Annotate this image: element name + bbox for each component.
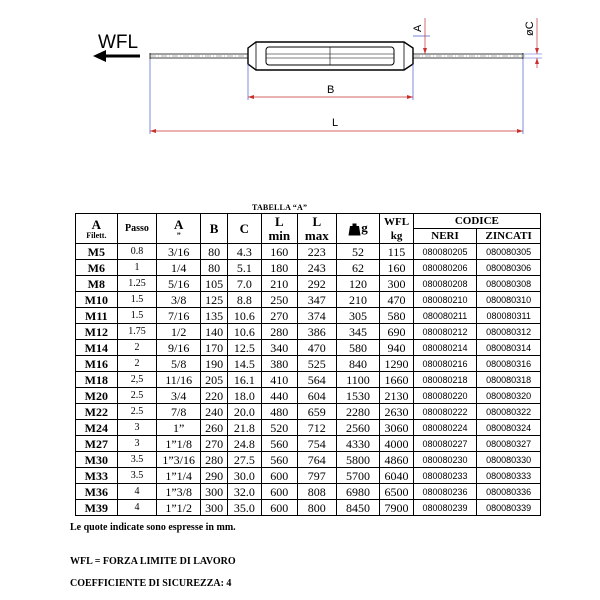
header-a-inch: A ”	[157, 214, 201, 244]
cell-wfl: 470	[380, 292, 413, 308]
cell-pitch: 4	[117, 484, 157, 500]
cell-size: M14	[76, 340, 118, 356]
cell-code-galvanized: 080080333	[477, 468, 541, 484]
cell-pitch: 3	[117, 436, 157, 452]
cell-inch-size: 3/8	[157, 292, 201, 308]
cell-code-galvanized: 080080330	[477, 452, 541, 468]
cell-pitch: 1.5	[117, 292, 157, 308]
dim-c-arrow-top	[535, 48, 539, 54]
table-row	[76, 404, 541, 420]
cell-code-black: 080080208	[413, 276, 477, 292]
cell-weight: 5700	[336, 468, 380, 484]
header-wfl: WFL kg	[380, 214, 413, 244]
header-c: C	[228, 214, 261, 244]
cell-inch-size: 3/4	[157, 388, 201, 404]
cell-code-galvanized: 080080314	[477, 340, 541, 356]
cell-inch-size: 1”1/8	[157, 436, 201, 452]
cell-pitch: 2.5	[117, 388, 157, 404]
cell-weight: 52	[336, 244, 380, 260]
cell-l-min: 600	[261, 484, 297, 500]
cell-wfl: 940	[380, 340, 413, 356]
cell-code-black: 080080216	[413, 356, 477, 372]
cell-pitch: 0.8	[117, 244, 157, 260]
cell-c: 24.8	[228, 436, 261, 452]
cell-l-max: 347	[298, 292, 337, 308]
note-wfl-definition: WFL = FORZA LIMITE DI LAVORO	[70, 556, 236, 567]
cell-code-black: 080080236	[413, 484, 477, 500]
table-row	[76, 436, 541, 452]
cell-l-max: 764	[298, 452, 337, 468]
header-code-black: NERI	[413, 229, 477, 244]
cell-code-black: 080080211	[413, 308, 477, 324]
cell-size: M24	[76, 420, 118, 436]
cell-c: 8.8	[228, 292, 261, 308]
cell-code-galvanized: 080080322	[477, 404, 541, 420]
cell-weight: 4330	[336, 436, 380, 452]
cell-c: 10.6	[228, 308, 261, 324]
dim-b-arrow-left	[248, 95, 254, 99]
cell-weight: 8450	[336, 500, 380, 516]
cell-code-black: 080080210	[413, 292, 477, 308]
cell-wfl: 1660	[380, 372, 413, 388]
cell-b: 270	[201, 436, 228, 452]
cell-code-galvanized: 080080327	[477, 436, 541, 452]
cell-weight: 580	[336, 340, 380, 356]
cell-b: 300	[201, 484, 228, 500]
cell-weight: 5800	[336, 452, 380, 468]
cell-l-max: 243	[298, 260, 337, 276]
cell-inch-size: 1/4	[157, 260, 201, 276]
table-row	[76, 276, 541, 292]
cell-code-galvanized: 080080308	[477, 276, 541, 292]
cell-b: 80	[201, 260, 228, 276]
cell-l-min: 560	[261, 452, 297, 468]
cell-inch-size: 5/8	[157, 356, 201, 372]
cell-l-max: 659	[298, 404, 337, 420]
cell-c: 18.0	[228, 388, 261, 404]
cell-code-black: 080080214	[413, 340, 477, 356]
cell-weight: 6980	[336, 484, 380, 500]
cell-code-galvanized: 080080336	[477, 484, 541, 500]
cell-code-black: 080080218	[413, 372, 477, 388]
cell-inch-size: 7/16	[157, 308, 201, 324]
cell-inch-size: 3/16	[157, 244, 201, 260]
cell-l-min: 280	[261, 324, 297, 340]
cell-pitch: 3.5	[117, 468, 157, 484]
dim-c-label: øC	[524, 21, 536, 36]
cell-inch-size: 1”1/2	[157, 500, 201, 516]
cell-code-galvanized: 080080324	[477, 420, 541, 436]
cell-l-min: 250	[261, 292, 297, 308]
note-safety-factor: COEFFICIENTE DI SICUREZZA: 4	[70, 578, 232, 589]
cell-size: M30	[76, 452, 118, 468]
cell-code-black: 080080206	[413, 260, 477, 276]
cell-size: M10	[76, 292, 118, 308]
cell-weight: 2280	[336, 404, 380, 420]
cell-l-min: 180	[261, 260, 297, 276]
header-l-max: L max	[298, 214, 337, 244]
dim-b-label: B	[327, 84, 335, 96]
cell-code-galvanized: 080080339	[477, 500, 541, 516]
cell-c: 4.3	[228, 244, 261, 260]
cell-wfl: 6500	[380, 484, 413, 500]
cell-code-black: 080080233	[413, 468, 477, 484]
dim-b-arrow-right	[407, 95, 413, 99]
cell-size: M16	[76, 356, 118, 372]
cell-code-galvanized: 080080318	[477, 372, 541, 388]
table-body	[76, 244, 541, 516]
cell-pitch: 2	[117, 356, 157, 372]
cell-code-galvanized: 080080320	[477, 388, 541, 404]
cell-code-galvanized: 080080316	[477, 356, 541, 372]
cell-size: M8	[76, 276, 118, 292]
wfl-label: WFL	[98, 32, 139, 53]
cell-size: M12	[76, 324, 118, 340]
cell-inch-size: 1”	[157, 420, 201, 436]
header-a-thread: A Filett.	[76, 214, 118, 244]
cell-weight: 1100	[336, 372, 380, 388]
cell-size: M22	[76, 404, 118, 420]
cell-l-min: 440	[261, 388, 297, 404]
cell-b: 300	[201, 500, 228, 516]
cell-b: 170	[201, 340, 228, 356]
cell-size: M11	[76, 308, 118, 324]
cell-b: 80	[201, 244, 228, 260]
turnbuckle-drawing	[0, 0, 600, 150]
cell-wfl: 2130	[380, 388, 413, 404]
cell-weight: 210	[336, 292, 380, 308]
cell-weight: 305	[336, 308, 380, 324]
cell-size: M39	[76, 500, 118, 516]
cell-pitch: 1.25	[117, 276, 157, 292]
cell-wfl: 6040	[380, 468, 413, 484]
cell-c: 7.0	[228, 276, 261, 292]
note-units: Le quote indicate sono espresse in mm.	[70, 522, 236, 533]
cell-b: 260	[201, 420, 228, 436]
cell-c: 12.5	[228, 340, 261, 356]
cell-pitch: 1.5	[117, 308, 157, 324]
table-row	[76, 484, 541, 500]
cell-l-max: 797	[298, 468, 337, 484]
cell-l-max: 712	[298, 420, 337, 436]
cell-l-min: 560	[261, 436, 297, 452]
header-code-galvanized: ZINCATI	[477, 229, 541, 244]
cell-pitch: 3	[117, 420, 157, 436]
cell-weight: 840	[336, 356, 380, 372]
cell-code-black: 080080230	[413, 452, 477, 468]
cell-weight: 120	[336, 276, 380, 292]
cell-code-black: 080080224	[413, 420, 477, 436]
cell-inch-size: 1”3/16	[157, 452, 201, 468]
cell-inch-size: 7/8	[157, 404, 201, 420]
cell-l-max: 564	[298, 372, 337, 388]
cell-b: 135	[201, 308, 228, 324]
cell-code-black: 080080220	[413, 388, 477, 404]
table-row	[76, 324, 541, 340]
cell-code-galvanized: 080080312	[477, 324, 541, 340]
cell-l-max: 292	[298, 276, 337, 292]
table-row	[76, 420, 541, 436]
cell-b: 140	[201, 324, 228, 340]
table-row	[76, 260, 541, 276]
cell-wfl: 4860	[380, 452, 413, 468]
cell-pitch: 3.5	[117, 452, 157, 468]
cell-wfl: 690	[380, 324, 413, 340]
cell-l-min: 160	[261, 244, 297, 260]
cell-wfl: 300	[380, 276, 413, 292]
cell-code-black: 080080212	[413, 324, 477, 340]
cell-b: 290	[201, 468, 228, 484]
cell-c: 20.0	[228, 404, 261, 420]
cell-c: 16.1	[228, 372, 261, 388]
dim-l-arrow-left	[150, 129, 156, 133]
cell-l-max: 374	[298, 308, 337, 324]
table-row	[76, 500, 541, 516]
cell-b: 240	[201, 404, 228, 420]
cell-b: 205	[201, 372, 228, 388]
table-row	[76, 372, 541, 388]
header-code: CODICE	[413, 214, 540, 229]
cell-l-min: 210	[261, 276, 297, 292]
header-weight: g	[336, 214, 380, 244]
cell-code-galvanized: 080080305	[477, 244, 541, 260]
cell-weight: 2560	[336, 420, 380, 436]
cell-l-min: 380	[261, 356, 297, 372]
table-row	[76, 468, 541, 484]
cell-l-min: 340	[261, 340, 297, 356]
cell-wfl: 1290	[380, 356, 413, 372]
cell-l-min: 410	[261, 372, 297, 388]
cell-l-max: 754	[298, 436, 337, 452]
table-row	[76, 244, 541, 260]
cell-c: 35.0	[228, 500, 261, 516]
cell-l-max: 525	[298, 356, 337, 372]
cell-pitch: 4	[117, 500, 157, 516]
cell-size: M5	[76, 244, 118, 260]
cell-c: 21.8	[228, 420, 261, 436]
table-row	[76, 308, 541, 324]
cell-l-max: 470	[298, 340, 337, 356]
cell-wfl: 2630	[380, 404, 413, 420]
cell-pitch: 1.75	[117, 324, 157, 340]
cell-pitch: 2,5	[117, 372, 157, 388]
cell-size: M36	[76, 484, 118, 500]
cell-inch-size: 1”1/4	[157, 468, 201, 484]
spec-table	[75, 213, 541, 516]
cell-b: 280	[201, 452, 228, 468]
weight-icon	[348, 223, 361, 236]
cell-size: M18	[76, 372, 118, 388]
cell-b: 105	[201, 276, 228, 292]
table-row	[76, 452, 541, 468]
cell-c: 32.0	[228, 484, 261, 500]
cell-weight: 345	[336, 324, 380, 340]
cell-c: 30.0	[228, 468, 261, 484]
cell-l-max: 808	[298, 484, 337, 500]
cell-l-min: 480	[261, 404, 297, 420]
cell-l-min: 600	[261, 500, 297, 516]
cell-l-min: 520	[261, 420, 297, 436]
cell-l-max: 800	[298, 500, 337, 516]
cell-weight: 62	[336, 260, 380, 276]
cell-wfl: 115	[380, 244, 413, 260]
cell-c: 14.5	[228, 356, 261, 372]
cell-wfl: 580	[380, 308, 413, 324]
cell-c: 27.5	[228, 452, 261, 468]
cell-size: M27	[76, 436, 118, 452]
cell-l-max: 386	[298, 324, 337, 340]
dim-a-label: A	[412, 24, 424, 32]
cell-l-max: 223	[298, 244, 337, 260]
cell-c: 5.1	[228, 260, 261, 276]
cell-inch-size: 1”3/8	[157, 484, 201, 500]
table-row	[76, 340, 541, 356]
header-pitch: Passo	[117, 214, 157, 244]
cell-code-galvanized: 080080311	[477, 308, 541, 324]
cell-inch-size: 9/16	[157, 340, 201, 356]
cell-l-min: 270	[261, 308, 297, 324]
cell-pitch: 2	[117, 340, 157, 356]
table-row	[76, 388, 541, 404]
cell-wfl: 7900	[380, 500, 413, 516]
cell-inch-size: 11/16	[157, 372, 201, 388]
cell-size: M20	[76, 388, 118, 404]
cell-size: M33	[76, 468, 118, 484]
cell-pitch: 1	[117, 260, 157, 276]
cell-size: M6	[76, 260, 118, 276]
cell-l-max: 604	[298, 388, 337, 404]
cell-b: 125	[201, 292, 228, 308]
table-row	[76, 292, 541, 308]
cell-code-black: 080080205	[413, 244, 477, 260]
cell-l-min: 600	[261, 468, 297, 484]
cell-c: 10.6	[228, 324, 261, 340]
cell-inch-size: 5/16	[157, 276, 201, 292]
cell-b: 220	[201, 388, 228, 404]
table-title: TABELLA “A”	[252, 203, 308, 212]
cell-code-galvanized: 080080310	[477, 292, 541, 308]
cell-pitch: 2.5	[117, 404, 157, 420]
table-row	[76, 356, 541, 372]
dim-l-arrow-right	[517, 129, 523, 133]
cell-inch-size: 1/2	[157, 324, 201, 340]
cell-wfl: 3060	[380, 420, 413, 436]
cell-wfl: 160	[380, 260, 413, 276]
cell-code-black: 080080239	[413, 500, 477, 516]
header-b: B	[201, 214, 228, 244]
cell-weight: 1530	[336, 388, 380, 404]
cell-b: 190	[201, 356, 228, 372]
header-l-min: L min	[261, 214, 297, 244]
dim-a-arrow	[423, 48, 427, 54]
cell-wfl: 4000	[380, 436, 413, 452]
cell-code-black: 080080222	[413, 404, 477, 420]
cell-code-black: 080080227	[413, 436, 477, 452]
cell-code-galvanized: 080080306	[477, 260, 541, 276]
dim-l-label: L	[332, 117, 339, 129]
